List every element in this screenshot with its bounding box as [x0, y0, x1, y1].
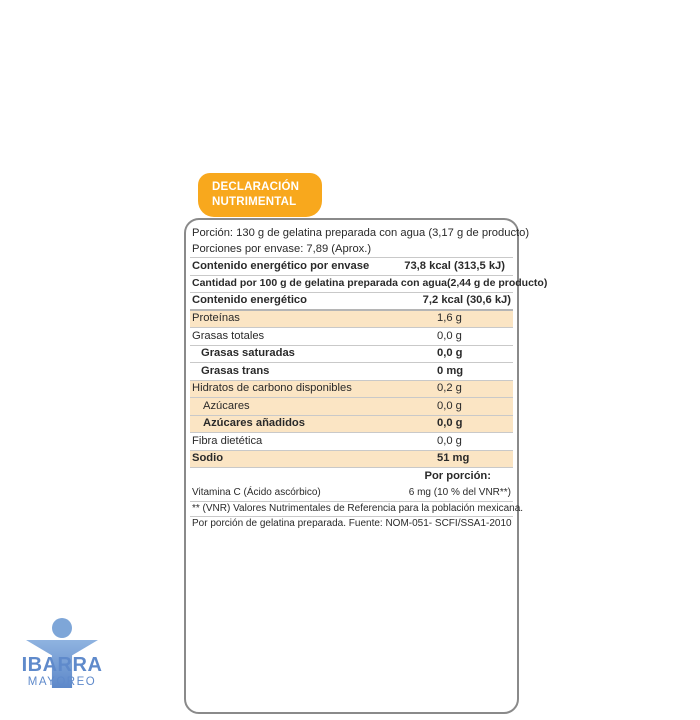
- nutrient-value: 0,0 g: [437, 399, 462, 412]
- nutrient-label: Azúcares: [203, 399, 250, 412]
- energy-value: (2,44 g de producto): [446, 277, 548, 289]
- energy-row: [190, 276, 548, 294]
- nutrient-row: [190, 381, 513, 399]
- ibarra-mayoreo-logo: [18, 618, 106, 708]
- per-portion-header: Por porción:: [424, 470, 491, 482]
- nutrient-row: [190, 451, 513, 469]
- badge-line-2: NUTRIMENTAL: [212, 196, 297, 208]
- nutrient-row: [190, 346, 513, 364]
- source-footnote: Por porción de gelatina preparada. Fuente: NOM-051- SCFI/SSA1-2010: [192, 517, 512, 529]
- nutrient-label: Hidratos de carbono disponibles: [192, 382, 352, 394]
- logo-person-head-icon: [52, 618, 72, 638]
- energy-value: 73,8 kcal (313,5 kJ): [404, 259, 505, 272]
- logo-wordmark: IBARRA: [21, 654, 103, 676]
- nutrient-label: Fibra dietética: [192, 434, 263, 447]
- nutrient-value: 0,0 g: [437, 329, 462, 342]
- nutrition-title-badge: [198, 173, 322, 217]
- nutrition-table: [184, 218, 548, 714]
- nutrient-row: [190, 363, 513, 381]
- nutrient-row: [190, 398, 513, 416]
- nutrient-label: Sodio: [192, 452, 224, 464]
- badge-line-1: DECLARACIÓN: [212, 181, 300, 193]
- energy-label: Contenido energético: [192, 294, 307, 306]
- nutrient-label: Grasas saturadas: [201, 347, 295, 359]
- nutrient-value: 0,0 g: [437, 417, 463, 429]
- nutrient-label: Proteínas: [192, 312, 240, 324]
- nutrient-value: 0,0 g: [437, 434, 462, 447]
- nutrient-label: Grasas trans: [201, 364, 270, 377]
- energy-label: Contenido energético por envase: [192, 259, 370, 272]
- nutrient-label: Azúcares añadidos: [203, 417, 305, 429]
- vitamin-row: [190, 484, 513, 502]
- vitamin-value: 6 mg (10 % del VNR**): [408, 486, 511, 498]
- vitamin-label: Vitamina C (Ácido ascórbico): [192, 486, 321, 498]
- vnr-footnote: ** (VNR) Valores Nutrimentales de Referencia para la población mexicana.: [190, 502, 513, 517]
- nutrient-row: [190, 328, 513, 346]
- nutrient-label: Grasas totales: [192, 329, 265, 342]
- servings-per-container: Porciones por envase: 7,89 (Aprox.): [190, 241, 513, 258]
- nutrient-row: [190, 433, 513, 451]
- energy-row: [190, 293, 513, 311]
- logo-subtitle: MAYOREO: [27, 676, 97, 688]
- energy-row: [190, 258, 513, 276]
- portion-text: Porción: 130 g de gelatina preparada con agua (3,17 g de producto): [192, 227, 530, 239]
- nutrient-value: 0 mg: [437, 364, 464, 377]
- nutrient-value: 0,2 g: [437, 382, 462, 394]
- nutrient-value: 51 mg: [437, 452, 470, 464]
- nutrient-value: 0,0 g: [437, 347, 463, 359]
- nutrient-value: 1,6 g: [437, 312, 462, 324]
- nutrient-row: [190, 416, 513, 434]
- energy-value: 7,2 kcal (30,6 kJ): [422, 294, 511, 306]
- energy-label: Cantidad por 100 g de gelatina preparada con agua: [192, 277, 447, 289]
- nutrient-row: [190, 311, 513, 329]
